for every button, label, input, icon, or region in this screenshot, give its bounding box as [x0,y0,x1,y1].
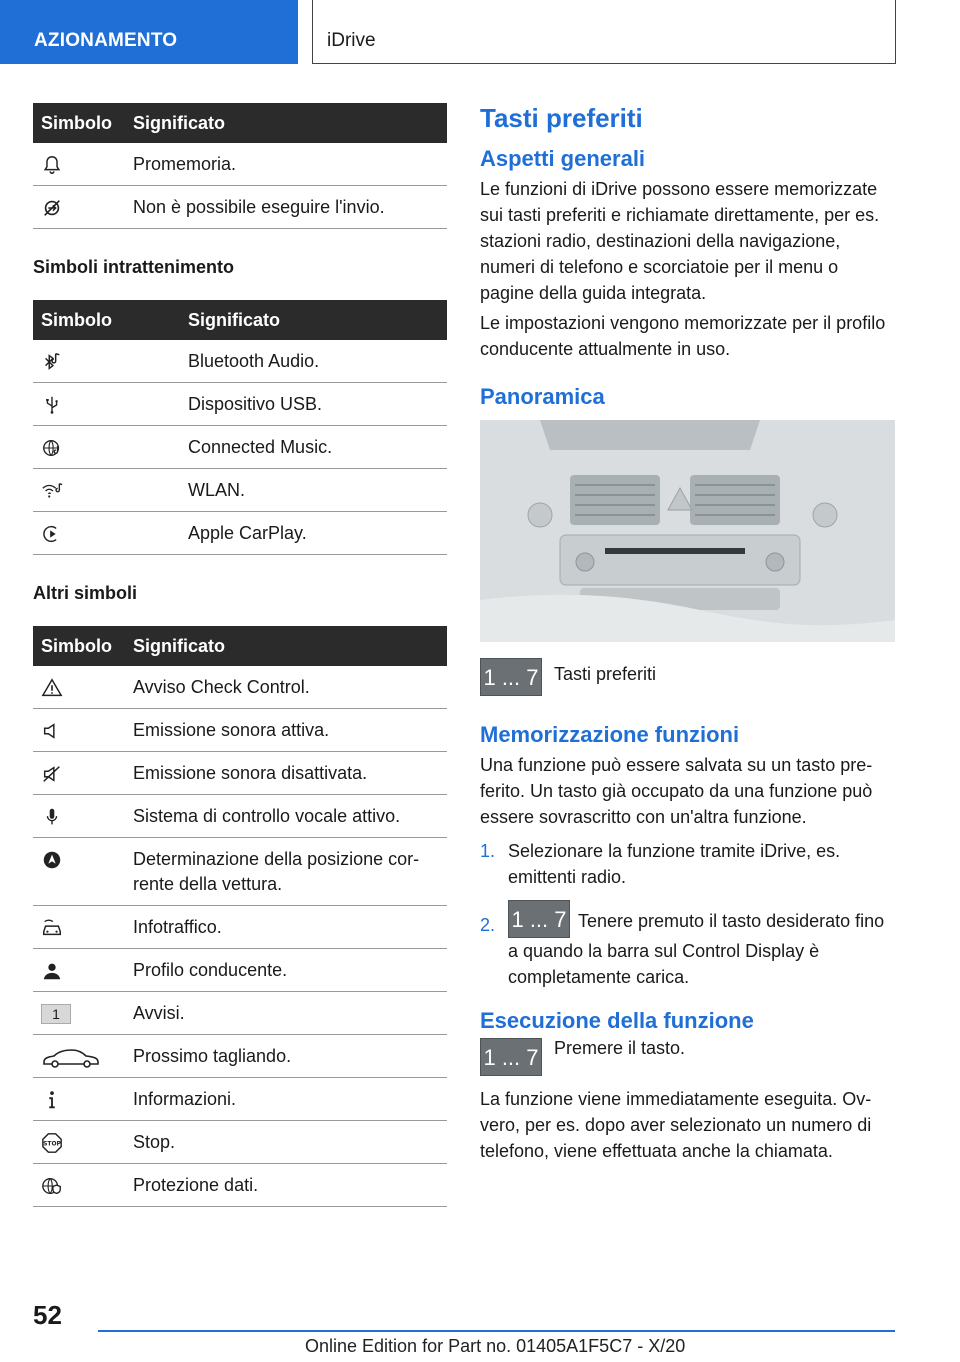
row-meaning: Apple CarPlay. [180,512,447,555]
footer-edition: Online Edition for Part no. 01405A1F5C7 - X/20 [305,1336,686,1356]
col-header-meaning: Significato [180,300,447,340]
microphone-icon [41,806,63,828]
section-title-other: Altri simboli [33,583,138,603]
table-row [33,795,447,838]
footer-divider [98,1330,895,1332]
left-column [33,103,447,1207]
col-header-meaning: Significato [125,103,447,143]
symbols-table-other [33,626,447,1207]
warning-icon [41,677,63,699]
table-row [33,1121,447,1164]
table-row [33,186,447,229]
paragraph-general-1: Le funzioni di iDrive possono essere memorizzate sui tasti preferiti e richiamate direttamente, per es. stazioni radio, destinazioni della navigazione, numeri di telefono e scorciatoie per il menu o pagine della guida integrata. [480,179,880,303]
row-meaning: Non è possibile eseguire l'invio. [125,186,447,229]
row-meaning: Sistema di controllo vocale attivo. [125,795,447,838]
right-column [480,103,895,1168]
bluetooth-audio-icon [41,351,63,373]
col-header-meaning: Significato [125,626,447,666]
data-protection-icon [41,1175,63,1197]
heading-store: Memorizzazione funzioni [480,722,740,747]
row-meaning: Promemoria. [125,143,447,186]
send-blocked-icon [41,197,63,219]
row-meaning: Protezione dati. [125,1164,447,1207]
paragraph-exec: La funzione viene immediatamente eseguita. Ovvero, per es. dopo aver selezionato un numero di telefono, viene effettuata anche la chiamata. [480,1089,872,1161]
speaker-icon [41,720,63,742]
page-title: Tasti preferiti [480,103,643,133]
dashboard-illustration [480,420,895,642]
heading-general: Aspetti generali [480,146,646,171]
figure-caption: Tasti preferiti [554,664,657,684]
favorite-keys-badge: 1 ... 7 [480,1038,542,1076]
table-row [33,469,447,512]
table-row [33,906,447,949]
paragraph-general-2: Le impostazioni vengono memorizzate per il profilo conducente attualmente in uso. [480,313,886,359]
driver-profile-icon [41,960,63,982]
symbols-table-entertainment [33,300,447,555]
service-car-icon [41,1046,101,1068]
table-row [33,426,447,469]
row-meaning: Emissione sonora attiva. [125,709,447,752]
row-meaning: Avviso Check Control. [125,666,447,709]
col-header-symbol: Simbolo [33,626,125,666]
heading-exec: Esecuzione della funzione [480,1008,754,1033]
row-meaning: Emissione sonora disattivata. [125,752,447,795]
connected-music-icon [41,437,63,459]
figure-caption-row [480,658,895,696]
carplay-icon [41,523,63,545]
heading-overview: Panoramica [480,384,605,409]
section-title-entertainment: Simboli intrattenimento [33,257,235,277]
stop-icon [41,1132,63,1154]
row-meaning: Informazioni. [125,1078,447,1121]
table-row [33,512,447,555]
symbols-table-general [33,103,447,229]
row-meaning: Stop. [125,1121,447,1164]
svg-text:STOP: STOP [43,1140,61,1148]
exec-caption: Premere il tasto. [554,1038,686,1058]
row-meaning: WLAN. [180,469,447,512]
exec-row [480,1038,895,1076]
topic-title: iDrive [312,0,896,64]
favorite-keys-badge: 1 ... 7 [480,658,542,696]
bell-icon [41,154,63,176]
steps-list [480,838,895,990]
step-text: Selezionare la funzione tramite iDrive, es. emittenti radio. [508,841,841,887]
table-row [33,383,447,426]
location-icon [41,849,63,871]
table-row [33,143,447,186]
notification-count-icon: 1 [41,1004,71,1024]
col-header-symbol: Simbolo [33,103,125,143]
table-row [33,666,447,709]
row-meaning: Profilo conducente. [125,949,447,992]
section-tab: AZIONAMENTO [0,0,298,64]
row-meaning: Infotraffico. [125,906,447,949]
traffic-info-icon [41,917,63,939]
step-text: Tenere premuto il tasto desiderato fino a quando la barra sul Control Display è completamente carica. [508,911,885,987]
row-meaning: Bluetooth Audio. [180,340,447,383]
page-number: 52 [33,1300,62,1330]
wlan-icon [41,480,63,502]
table-row [33,752,447,795]
speaker-muted-icon [41,763,63,785]
row-meaning: Prossimo tagliando. [125,1035,447,1078]
table-row [33,949,447,992]
step-text-wrap [508,900,895,990]
favorite-keys-badge: 1 ... 7 [508,900,570,938]
row-meaning: Connected Music. [180,426,447,469]
table-row [33,992,447,1035]
page-header [0,0,960,66]
usb-icon [41,394,63,416]
step-number: 1. [480,841,496,861]
list-item [480,838,895,890]
list-item [480,900,895,990]
table-row [33,709,447,752]
row-meaning: Dispositivo USB. [180,383,447,426]
dashboard-photo [480,420,895,642]
col-header-symbol: Simbolo [33,300,180,340]
step-number: 2. [480,915,496,935]
info-icon [41,1089,63,1111]
row-meaning: Avvisi. [125,992,447,1035]
table-row [33,1164,447,1207]
table-row [33,838,447,906]
table-row [33,1078,447,1121]
paragraph-store: Una funzione può essere salvata su un tasto preferito. Un tasto già occupato da una funzione può essere sovrascritto con un'altra funzione. [480,755,873,827]
row-meaning: Determinazione della posizione corrente della vettura. [125,838,447,906]
table-row [33,1035,447,1078]
table-row [33,340,447,383]
